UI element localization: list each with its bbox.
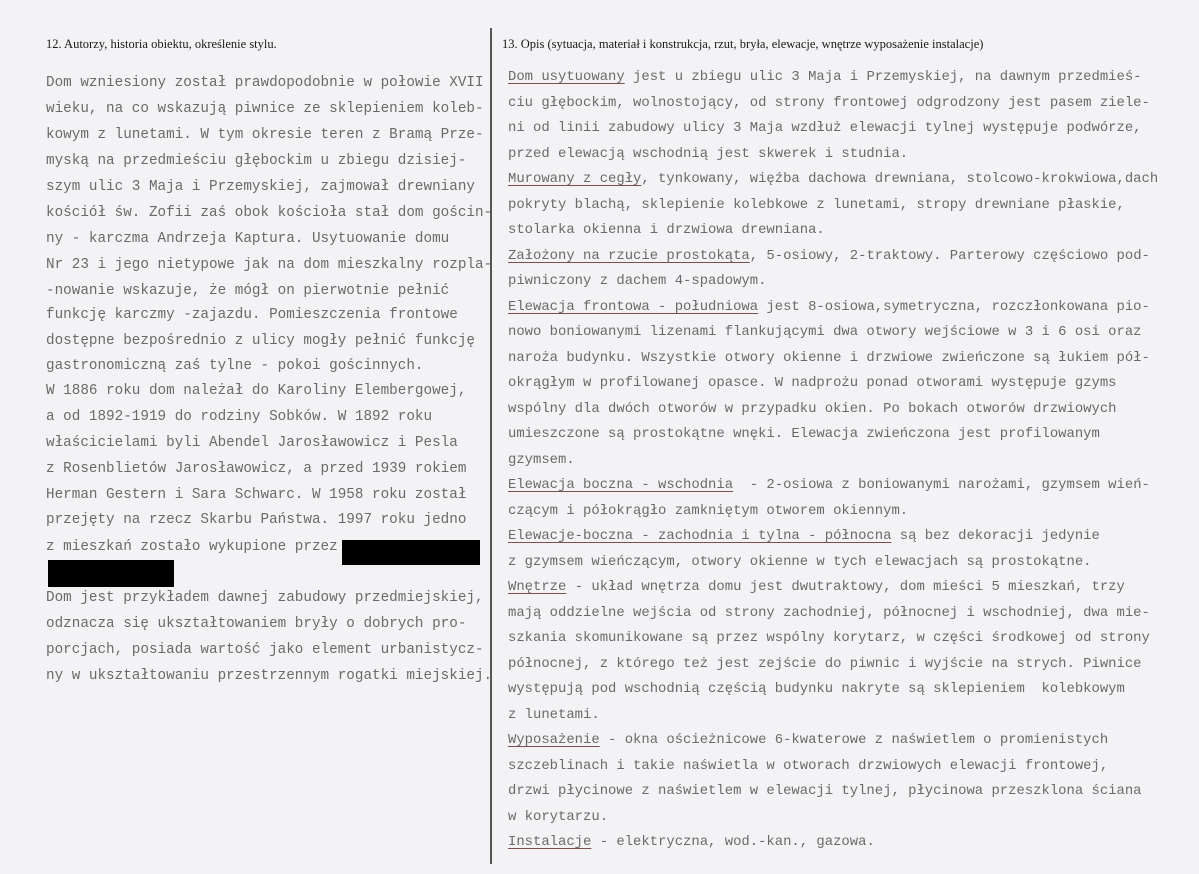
line-text: piwniczony z dachem 4-spadowym. — [508, 273, 767, 289]
text-line: Dom wzniesiony został prawdopodobnie w połowie XVII — [46, 75, 484, 91]
text-line: a od 1892-1919 do rodziny Sobków. W 1892 roku — [46, 409, 433, 425]
line-text: pokryty blachą, sklepienie kolebkowe z lunetami, stropy drewniane płaskie, — [508, 196, 1125, 213]
line-text: z lunetami. — [508, 706, 600, 723]
text-line — [508, 68, 1142, 86]
text-line: Dom jest przykładem dawnej zabudowy przedmiejskiej, — [46, 590, 484, 606]
text-line — [508, 349, 1150, 367]
line-text: ni od linii zabudowy ulicy 3 Maja wzdłuż elewacji tylnej występuje podwórze, — [508, 120, 1142, 136]
line-text: wspólny dla dwóch otworów w przypadku okien. Po bokach otworów drzwiowych — [508, 400, 1117, 417]
underlined-subheading: Wyposażenie — [508, 732, 600, 748]
text-line: odznacza się ukształtowaniem bryły o dobrych pro- — [46, 616, 467, 632]
text-line — [508, 629, 1150, 647]
line-text: nowo boniowanymi lizenami flankującymi dwa otwory wejściowe w 3 i 6 osi oraz — [508, 324, 1142, 340]
section-13-heading: 13. Opis (sytuacja, materiał i konstrukcja, rzut, bryła, elewacje, wnętrze wyposażenie instalacje) — [502, 37, 984, 51]
line-text: naroża budynku. Wszystkie otwory okienne i drzwiowe zwieńczone są łukiem pół- — [508, 349, 1150, 366]
text-line — [508, 451, 575, 469]
underlined-subheading: Murowany z cegły — [508, 171, 642, 187]
text-line — [508, 476, 1150, 494]
text-line — [508, 425, 1100, 443]
text-line — [508, 527, 1100, 545]
text-line: szym ulic 3 Maja i Przemyskiej, zajmował drewniany — [46, 179, 475, 195]
text-line — [508, 298, 1150, 316]
text-line — [508, 604, 1150, 622]
text-line — [508, 680, 1125, 698]
line-text: umieszczone są prostokątne wnęki. Elewacja zwieńczona jest profilowanym — [508, 426, 1100, 442]
text-line — [508, 374, 1117, 392]
text-line — [508, 119, 1142, 137]
line-text: są bez dekoracji jedynie — [891, 528, 1100, 544]
text-line: porcjach, posiada wartość jako element urbanistycz- — [46, 642, 484, 658]
text-line — [508, 221, 825, 239]
line-text: stolarka okienna i drzwiowa drewniana. — [508, 222, 825, 238]
text-line — [508, 502, 908, 520]
text-line: funkcję karczmy -zajazdu. Pomieszczenia frontowe — [46, 307, 458, 323]
text-line: myską na przedmieściu głębockim u zbiegu dzisiej- — [46, 153, 467, 169]
text-line — [508, 400, 1117, 418]
line-text: jest u zbiegu ulic 3 Maja i Przemyskiej, na dawnym przedmieś- — [624, 69, 1142, 85]
text-line — [508, 833, 875, 851]
underlined-subheading: Elewacja boczna - wschodnia — [508, 477, 734, 493]
text-line: ny - karczma Andrzeja Kaptura. Usytuowanie domu — [46, 231, 450, 247]
text-line — [508, 196, 1125, 214]
text-line: właścicielami byli Abendel Jarosławowicz i Pesla — [46, 435, 458, 451]
line-text: północnej, z którego też jest zejście do piwnic i wyjście na strych. Piwnice — [508, 655, 1142, 672]
text-line: ny w ukształtowaniu przestrzennym rogatki miejskiej. — [46, 668, 493, 684]
text-line — [508, 94, 1150, 112]
line-text: ciu głębockim, wolnostojący, od strony frontowej odgrodzony jest pasem ziele- — [508, 94, 1150, 111]
column-divider — [490, 28, 492, 864]
text-line — [508, 808, 608, 826]
text-line: dostępne bezpośrednio z ulicy mogły pełnić funkcję — [46, 333, 475, 349]
text-line: przejęty na rzecz Skarbu Państwa. 1997 roku jedno — [46, 512, 467, 528]
text-line: Herman Gestern i Sara Schwarc. W 1958 roku został — [46, 487, 467, 503]
line-text: mają oddzielne wejścia od strony zachodniej, północnej i wschodniej, dwa mie- — [508, 604, 1150, 621]
redaction-box — [342, 540, 480, 565]
line-text: - elektryczna, wod.-kan., gazowa. — [591, 834, 875, 850]
text-line — [508, 272, 766, 290]
line-text: okrągłym w profilowanej opasce. W nadprożu ponad otworami występuje gzyms — [508, 375, 1117, 391]
line-text: występują pod wschodnią częścią budynku nakryte są sklepieniem kolebkowym — [508, 681, 1125, 697]
text-line: gastronomiczną zaś tylne - pokoi gościnnych. — [46, 358, 424, 374]
line-text: z gzymsem wieńczącym, otwory okienne w tych elewacjach są prostokątne. — [508, 553, 1092, 570]
line-text: przed elewacją wschodnią jest skwerek i studnia. — [508, 145, 909, 162]
line-text: - układ wnętrza domu jest dwutraktowy, dom mieści 5 mieszkań, trzy — [566, 579, 1125, 595]
text-line — [508, 323, 1142, 341]
text-line — [508, 655, 1142, 673]
section-12-heading: 12. Autorzy, historia obiektu, określenie stylu. — [46, 37, 277, 51]
line-text: - 2-osiowa z boniowanymi narożami, gzymsem wień- — [733, 477, 1150, 493]
text-line — [508, 247, 1150, 265]
line-text: szkania skomunikowane są przez wspólny korytarz, w części środkowej od strony — [508, 630, 1150, 646]
underlined-subheading: Dom usytuowany — [508, 69, 625, 85]
text-line: kościół św. Zofii zaś obok kościoła stał dom gościn- — [46, 205, 493, 221]
line-text: drzwi płycinowe z naświetlem w elewacji tylnej, płycinowa przeszklona ściana — [508, 783, 1142, 799]
text-line: wieku, na co wskazują piwnice ze sklepieniem koleb- — [46, 101, 484, 117]
underlined-subheading: Wnętrze — [508, 579, 567, 595]
text-line: W 1886 roku dom należał do Karoliny Elembergowej, — [46, 383, 467, 399]
line-text: - okna ościeżnicowe 6-kwaterowe z naświetlem o promienistych — [599, 732, 1109, 748]
text-line — [508, 731, 1108, 749]
redaction-box — [48, 560, 174, 587]
line-text: , tynkowany, więźba dachowa drewniana, stolcowo-krokwiowa,dach — [641, 171, 1159, 187]
text-line: z Rosenblietów Jarosławowicz, a przed 1939 rokiem — [46, 461, 467, 477]
text-line — [508, 578, 1125, 596]
line-text: jest 8-osiowa,symetryczna, rozczłonkowana pio- — [758, 298, 1150, 315]
line-text: czącym i półokrągło zamkniętym otworem okiennym. — [508, 502, 909, 519]
text-line: -nowanie wskazuje, że mógł on pierwotnie pełnić — [46, 283, 450, 299]
line-text: szczeblinach i takie naświetla w otworach drzwiowych elewacji frontowej, — [508, 757, 1109, 774]
line-text: gzymsem. — [508, 451, 575, 468]
text-line: Nr 23 i jego nietypowe jak na dom mieszkalny rozpla- — [46, 257, 493, 273]
text-line — [508, 553, 1092, 571]
text-line — [508, 782, 1142, 800]
text-line — [508, 170, 1158, 188]
line-text: , 5-osiowy, 2-traktowy. Parterowy częściowo pod- — [749, 247, 1150, 264]
underlined-subheading: Instalacje — [508, 834, 592, 850]
text-line — [508, 757, 1108, 775]
text-line — [508, 706, 600, 724]
text-line: z mieszkań zostało wykupione przez — [46, 539, 338, 555]
underlined-subheading: Elewacje-boczna - zachodnia i tylna - północna — [508, 528, 892, 544]
underlined-subheading: Założony na rzucie prostokąta — [508, 247, 750, 264]
underlined-subheading: Elewacja frontowa - południowa — [508, 298, 759, 315]
text-line: kowym z lunetami. W tym okresie teren z Bramą Prze- — [46, 127, 484, 143]
text-line — [508, 145, 908, 163]
line-text: w korytarzu. — [508, 808, 609, 825]
